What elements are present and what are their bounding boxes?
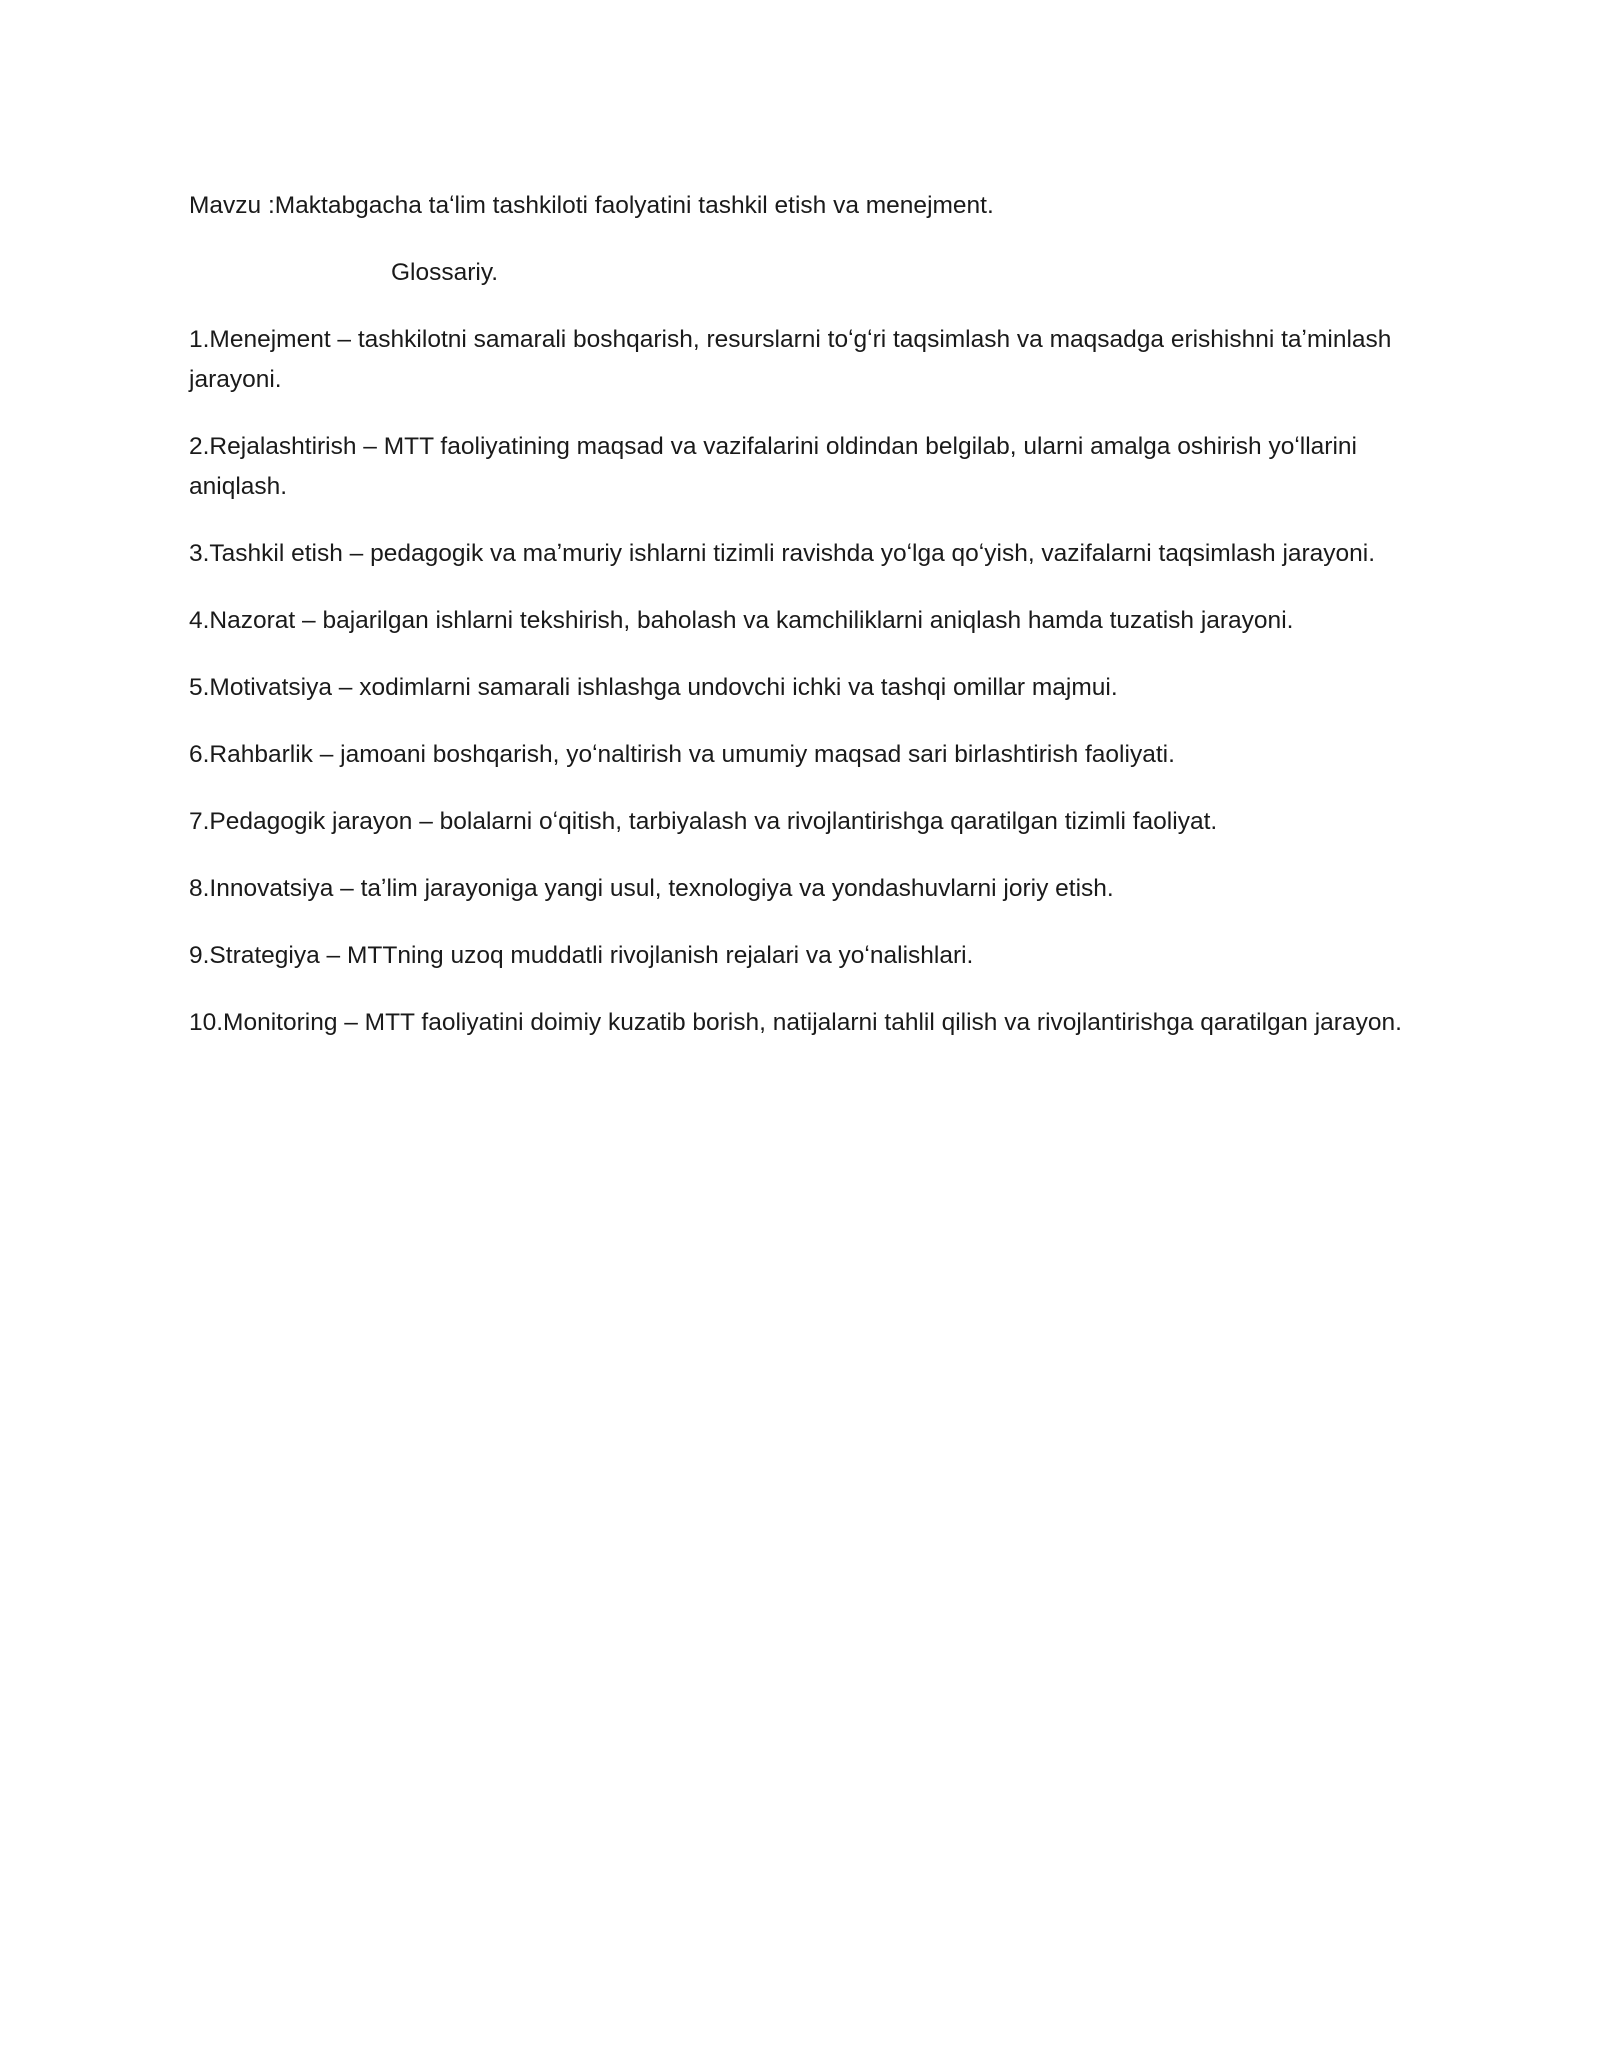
glossary-entry: 10.Monitoring – MTT faoliyatini doimiy kuzatib borish, natijalarni tahlil qilish va rivojlantirishga qaratilgan jarayon. [189,1009,1402,1036]
glossary-entry: 5.Motivatsiya – xodimlarni samarali ishlashga undovchi ichki va tashqi omillar majmui. [189,674,1118,701]
document-body [189,186,1411,1070]
glossary-entry: 3.Tashkil etish – pedagogik va maʼmuriy ishlarni tizimli ravishda yoʻlga qoʻyish, vazifalarni taqsimlash jarayoni. [189,540,1376,567]
glossary-heading: Glossariy. [391,259,499,286]
glossary-entry: 4.Nazorat – bajarilgan ishlarni tekshirish, baholash va kamchiliklarni aniqlash hamda tuzatish jarayoni. [189,607,1294,634]
glossary-entry: 2.Rejalashtirish – MTT faoliyatining maqsad va vazifalarini oldindan belgilab, ularni amalga oshirish yoʻllarini aniqlash. [189,433,1357,500]
glossary-entry: 9.Strategiya – MTTning uzoq muddatli rivojlanish rejalari va yoʻnalishlari. [189,942,974,969]
glossary-entry: 7.Pedagogik jarayon – bolalarni oʻqitish, tarbiyalash va rivojlantirishga qaratilgan tizimli faoliyat. [189,808,1218,835]
glossary-entry: 1.Menejment – tashkilotni samarali boshqarish, resurslarni toʻgʻri taqsimlash va maqsadga erishishni taʼminlash jarayoni. [189,326,1392,393]
document-topic: Mavzu :Maktabgacha taʻlim tashkiloti faolyatini tashkil etish va menejment. [189,192,994,219]
glossary-entry: 6.Rahbarlik – jamoani boshqarish, yoʻnaltirish va umumiy maqsad sari birlashtirish faoliyati. [189,741,1175,768]
glossary-list [189,320,1411,1043]
glossary-entry: 8.Innovatsiya – taʼlim jarayoniga yangi usul, texnologiya va yondashuvlarni joriy etish. [189,875,1114,902]
